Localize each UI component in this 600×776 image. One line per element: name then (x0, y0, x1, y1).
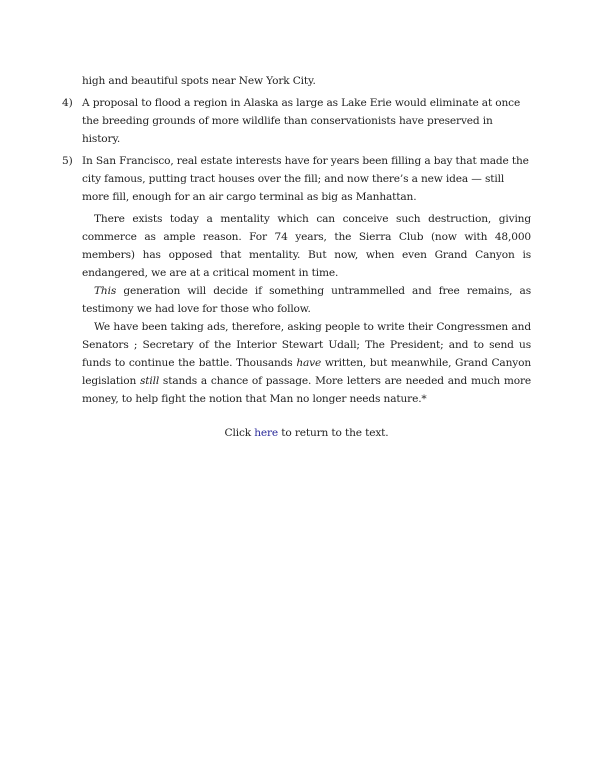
paragraph-text: stands a chance of passage. More letters are needed and much more money, to help fight the notion that Man no longer needs nature.* (82, 375, 532, 405)
paragraph-text: generation will decide if something untrammelled and free remains, as testimony we had love for those who follow. (82, 285, 531, 315)
emphasis-still: still (140, 375, 160, 387)
list-item-4 (62, 94, 531, 148)
paragraph-generation (82, 282, 531, 318)
list-item-5 (62, 152, 531, 206)
paragraph-text: We have been taking ads, therefore, asking people to write their Congressmen and Senators ; Secretary of the Interior Stewart Udall; The President; and to send us funds to continue the battle. Thousands (82, 321, 531, 369)
list-number: 4) (62, 97, 73, 109)
return-to-text-line (62, 424, 531, 442)
paragraph-mentality: There exists today a mentality which can conceive such destruction, giving commerce as ample reason. For 74 years, the Sierra Club (now with 48,000 members) has opposed that mentality. But now, when even Grand Canyon is endangered, we are at a critical moment in time. (82, 213, 531, 279)
return-here-link[interactable]: here (254, 427, 279, 439)
continued-list-text: high and beautiful spots near New York City. (82, 75, 316, 87)
emphasis-have: have (296, 357, 322, 369)
list-item-text: In San Francisco, real estate interests have for years been filling a bay that made the city famous, putting tract houses over the fill; and now there’s a new idea — still more fill, enough for an air cargo terminal as big as Manhattan. (82, 155, 529, 203)
list-item-text: A proposal to flood a region in Alaska as large as Lake Erie would eliminate at once the breeding grounds of more wildlife than conservationists have preserved in history. (82, 97, 521, 145)
emphasis-this: This (94, 285, 117, 297)
return-suffix: to return to the text. (278, 427, 389, 439)
return-prefix: Click (224, 427, 255, 439)
paragraph-ads (82, 318, 531, 408)
document-page (62, 72, 531, 453)
list-number: 5) (62, 155, 73, 167)
paragraph-text: written, but meanwhile, Grand Canyon legislation (82, 357, 531, 387)
